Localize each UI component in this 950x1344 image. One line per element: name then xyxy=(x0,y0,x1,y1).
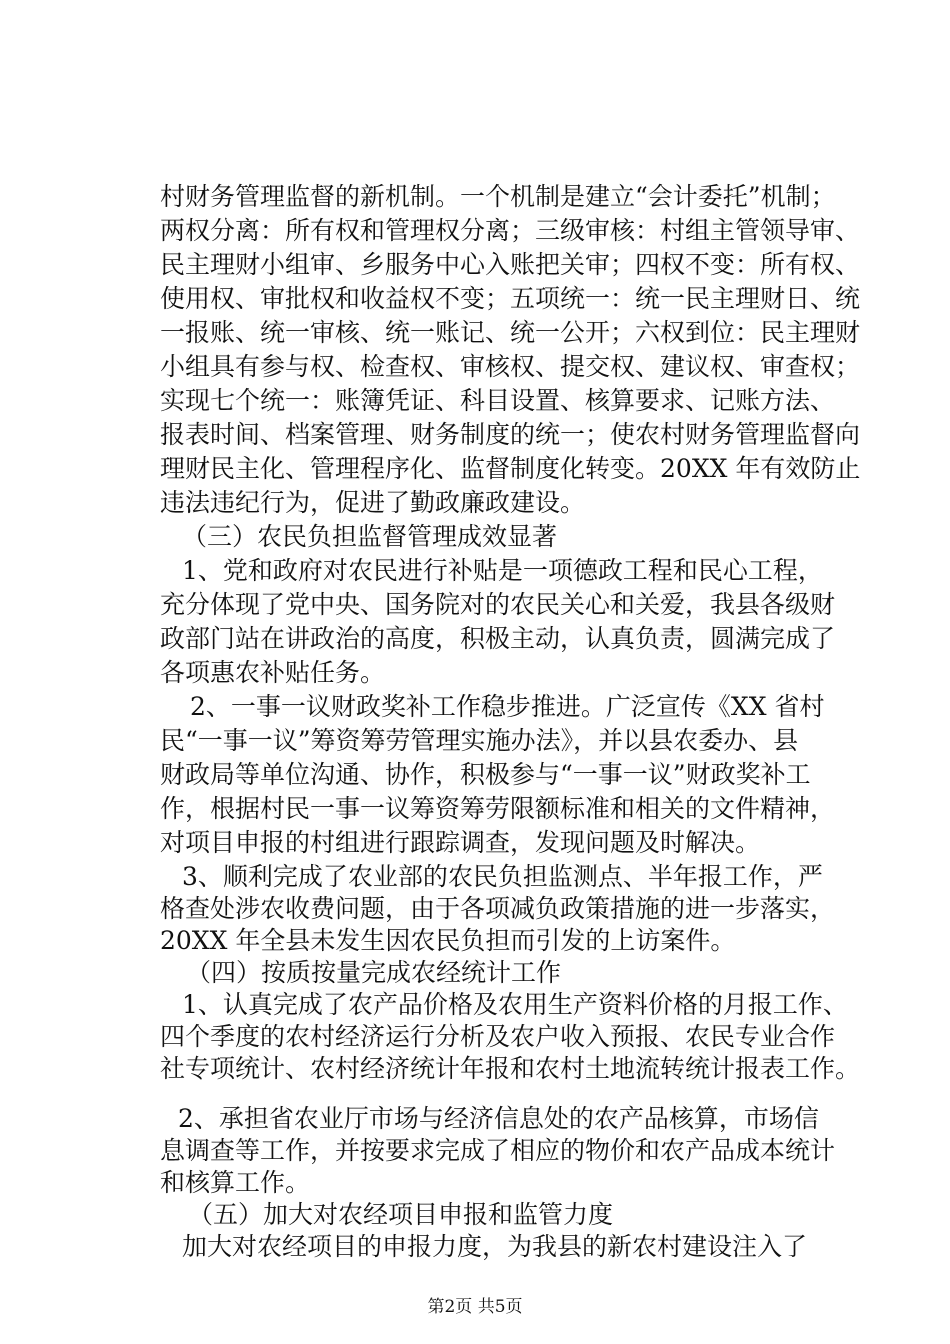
text-line: 3、顺利完成了农业部的农民负担监测点、半年报工作，严 xyxy=(182,862,823,891)
text-line: 报表时间、档案管理、财务制度的统一；使农村财务管理监督向 xyxy=(160,420,861,449)
section-heading: （五）加大对农经项目申报和监管力度 xyxy=(188,1200,614,1229)
text-line: 财政局等单位沟通、协作，积极参与“一事一议”财政奖补工 xyxy=(160,760,811,789)
text-line: 一报账、统一审核、统一账记、统一公开；六权到位：民主理财 xyxy=(160,318,861,347)
text-line: 各项惠农补贴任务。 xyxy=(160,658,386,687)
text-line: 息调查等工作，并按要求完成了相应的物价和农产品成本统计 xyxy=(160,1136,836,1165)
text-line: 对项目申报的村组进行跟踪调查，发现问题及时解决。 xyxy=(160,828,761,857)
text-line: 和核算工作。 xyxy=(160,1168,311,1197)
text-line: 充分体现了党中央、国务院对的农民关心和关爱，我县各级财 xyxy=(160,590,836,619)
text-line: 村财务管理监督的新机制。一个机制是建立“会计委托”机制； xyxy=(160,182,836,211)
page-footer: 第2页 共5页 xyxy=(427,1297,523,1317)
text-line: 理财民主化、管理程序化、监督制度化转变。20XX 年有效防止 xyxy=(160,454,861,483)
text-line: 20XX 年全县未发生因农民负担而引发的上访案件。 xyxy=(160,926,736,955)
text-line: 四个季度的农村经济运行分析及农户收入预报、农民专业合作 xyxy=(160,1022,836,1051)
text-line: 实现七个统一：账簿凭证、科目设置、核算要求、记账方法、 xyxy=(160,386,836,415)
text-line: 两权分离：所有权和管理权分离；三级审核：村组主管领导审、 xyxy=(160,216,861,245)
text-line: 2、一事一议财政奖补工作稳步推进。广泛宣传《XX 省村 xyxy=(190,692,825,721)
text-line: 作，根据村民一事一议筹资筹劳限额标准和相关的文件精神， xyxy=(160,794,836,823)
text-line: 民主理财小组审、乡服务中心入账把关审；四权不变：所有权、 xyxy=(160,250,861,279)
text-line: 加大对农经项目的申报力度，为我县的新农村建设注入了 xyxy=(182,1232,808,1261)
text-line: 2、承担省农业厅市场与经济信息处的农产品核算，市场信 xyxy=(178,1104,819,1133)
text-line: 社专项统计、农村经济统计年报和农村土地流转统计报表工作。 xyxy=(160,1054,861,1083)
text-line: 1、认真完成了农产品价格及农用生产资料价格的月报工作、 xyxy=(182,990,848,1019)
text-line: 民“一事一议”筹资筹劳管理实施办法》，并以县农委办、县 xyxy=(160,726,799,755)
text-line: 违法违纪行为，促进了勤政廉政建设。 xyxy=(160,488,586,517)
text-line: 1、党和政府对农民进行补贴是一项德政工程和民心工程， xyxy=(182,556,823,585)
text-line: 使用权、审批权和收益权不变；五项统一：统一民主理财日、统 xyxy=(160,284,861,313)
text-line: 格查处涉农收费问题，由于各项减负政策措施的进一步落实， xyxy=(160,894,836,923)
text-line: 小组具有参与权、检查权、审核权、提交权、建议权、审查权； xyxy=(160,352,861,381)
text-line: 政部门站在讲政治的高度，积极主动，认真负责，圆满完成了 xyxy=(160,624,836,653)
section-heading: （四）按质按量完成农经统计工作 xyxy=(186,958,562,987)
section-heading: （三）农民负担监督管理成效显著 xyxy=(182,522,558,551)
